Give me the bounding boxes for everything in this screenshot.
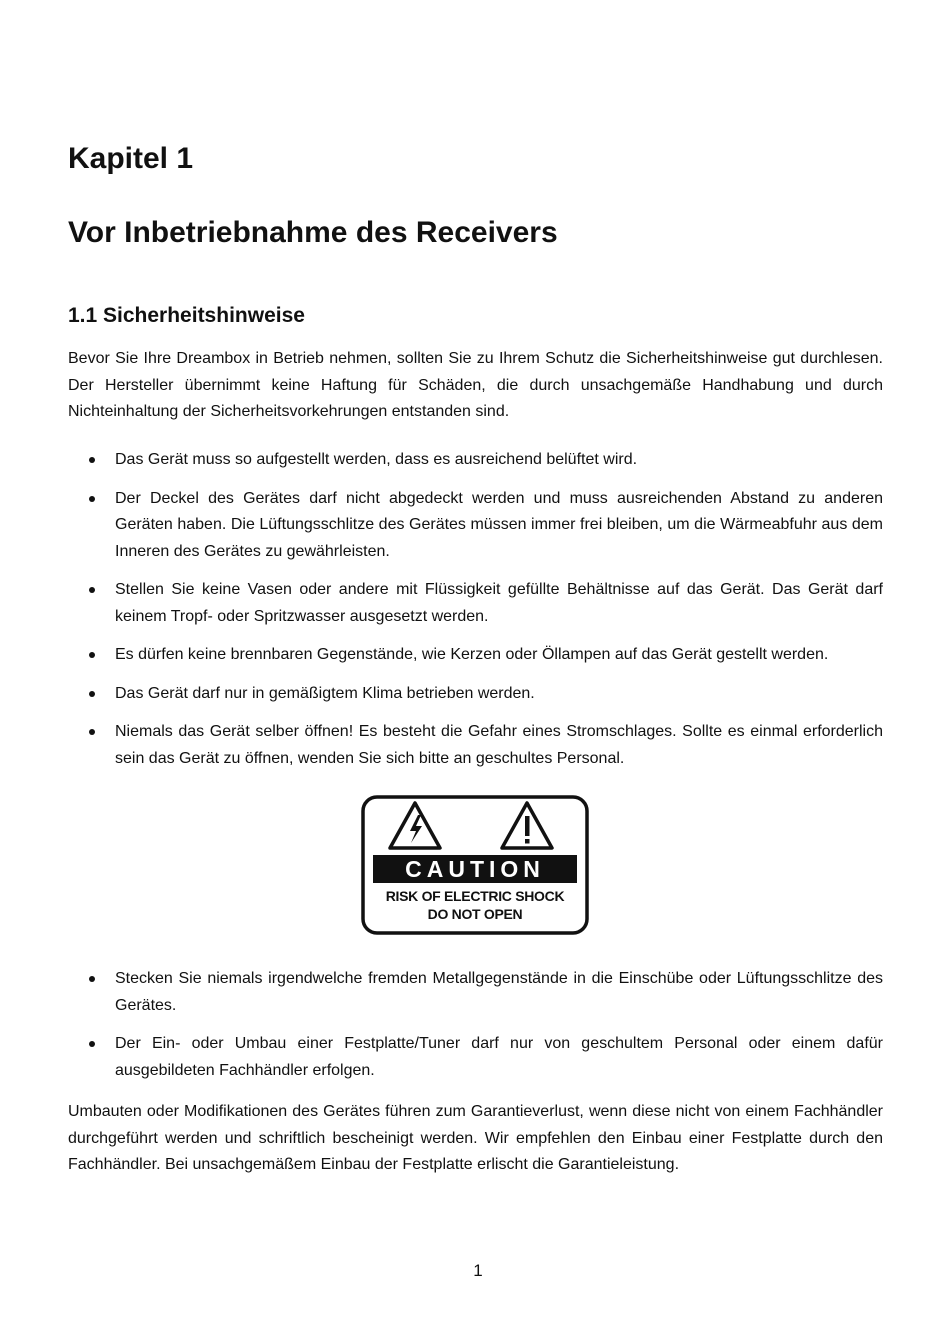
safety-list-secondary	[0, 966, 950, 1084]
chapter-label: Kapitel 1	[68, 142, 194, 175]
list-item-text: Niemals das Gerät selber öffnen! Es besteht die Gefahr eines Stromschlages. Sollte es einmal erforderlich sein das Gerät zu öffnen, wenden Sie sich bitte an geschultes Personal.	[115, 723, 883, 767]
bullet-icon	[89, 457, 95, 463]
caution-heading: CAUTION	[405, 856, 545, 882]
bullet-icon	[89, 729, 95, 735]
page-number: 1	[473, 1261, 483, 1280]
bullet-icon	[89, 976, 95, 982]
section-title: 1.1 Sicherheitshinweise	[68, 304, 305, 327]
bullet-icon	[89, 652, 95, 658]
list-item	[0, 577, 883, 630]
list-item	[0, 681, 883, 708]
closing-paragraph: Umbauten oder Modifikationen des Gerätes führen zum Garantieverlust, wenn diese nicht von einem Fachhändler durchgeführt werden und schriftlich bescheinigt werden. Wir empfehlen den Einbau einer Festplatte durch den Fachhändler. Bei unsachgemäßem Einbau der Festplatte erlischt die Garantieleistung.	[68, 1103, 883, 1173]
list-item-text: Das Gerät muss so aufgestellt werden, dass es ausreichend belüftet wird.	[115, 451, 638, 468]
list-item	[0, 447, 883, 474]
list-item-text: Das Gerät darf nur in gemäßigtem Klima betrieben werden.	[115, 684, 535, 702]
chapter-title: Vor Inbetriebnahme des Receivers	[68, 216, 558, 249]
list-item	[0, 966, 883, 1019]
intro-paragraph: Bevor Sie Ihre Dreambox in Betrieb nehmen, sollten Sie zu Ihrem Schutz die Sicherheitshinweise gut durchlesen. Der Hersteller übernimmt keine Haftung für Schäden, die durch unsachgemäße Handhabung und durch Nichteinhaltung der Sicherheitsvorkehrungen entstanden sind.	[68, 350, 883, 420]
list-item	[0, 1031, 883, 1084]
list-item	[0, 719, 883, 772]
list-item-text: Stecken Sie niemals irgendwelche fremden Metallgegenstände in die Einschübe oder Lüftungsschlitze des Gerätes.	[115, 970, 883, 1014]
bullet-icon	[89, 1041, 95, 1047]
caution-sign	[361, 795, 589, 935]
list-item-text: Stellen Sie keine Vasen oder andere mit Flüssigkeit gefüllte Behältnisse auf das Gerät. Das Gerät darf keinem Tropf- oder Spritzwasser ausgesetzt werden.	[115, 581, 883, 625]
list-item-text: Der Deckel des Gerätes darf nicht abgedeckt werden und muss ausreichenden Abstand zu anderen Geräten haben. Die Lüftungsschlitze des Gerätes müssen immer frei bleiben, um die Wärmeabfuhr aus dem Inneren des Gerätes zu gewährleisten.	[115, 489, 883, 560]
list-item	[0, 486, 883, 566]
bullet-icon	[89, 587, 95, 593]
bullet-icon	[89, 496, 95, 502]
caution-line-do-not-open: DO NOT OPEN	[427, 906, 523, 922]
bullet-icon	[89, 691, 95, 697]
list-item-text: Es dürfen keine brennbaren Gegenstände, wie Kerzen oder Öllampen auf das Gerät gestellt werden.	[115, 646, 829, 663]
list-item	[0, 642, 883, 669]
safety-list-primary	[0, 447, 950, 772]
list-item-text: Der Ein- oder Umbau einer Festplatte/Tuner darf nur von geschultem Personal oder einem dafür ausgebildeten Fachhändler erfolgen.	[115, 1035, 883, 1079]
caution-line-risk: RISK OF ELECTRIC SHOCK	[385, 888, 565, 904]
